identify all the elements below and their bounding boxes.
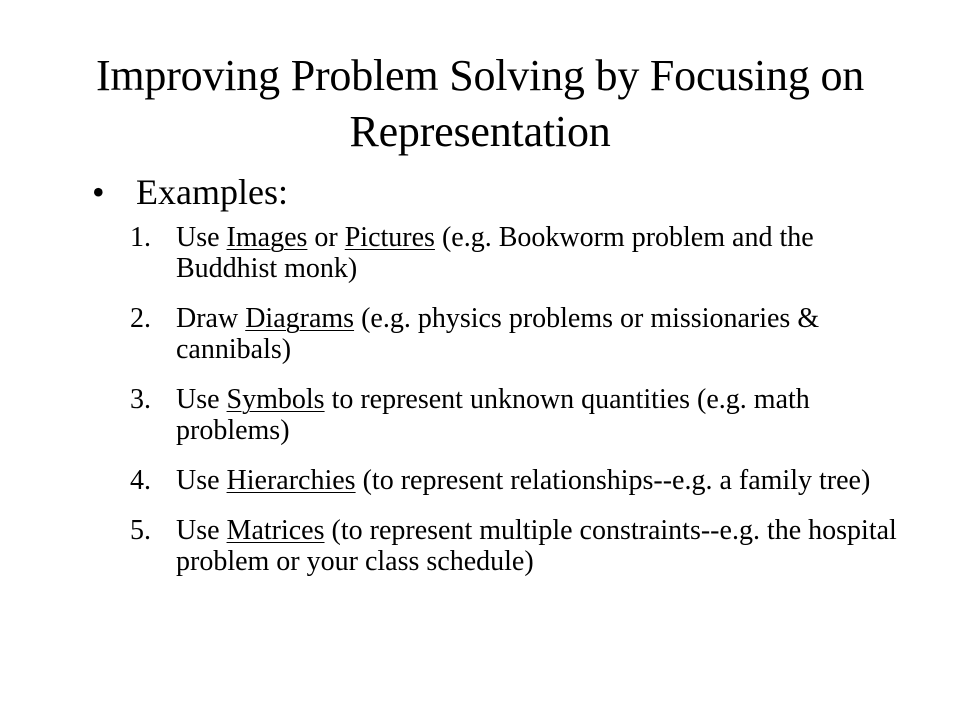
item-text-post: (to represent relationships--e.g. a family tree) bbox=[355, 465, 871, 496]
slide-title: Improving Problem Solving by Focusing on Representation bbox=[95, 51, 865, 156]
item-text-post: (e.g. physics problems or missionaries & cannibals) bbox=[176, 303, 820, 365]
item-text-post: (e.g. Bookworm problem and the Buddhist monk) bbox=[176, 222, 814, 284]
list-item-2 bbox=[130, 303, 900, 365]
underlined-term-images: Images bbox=[226, 222, 308, 253]
item-number: 3. bbox=[130, 384, 151, 415]
bullet-text: Examples: bbox=[136, 172, 288, 212]
list-item-5 bbox=[130, 515, 900, 577]
bullet-examples bbox=[92, 170, 288, 214]
underlined-term-matrices: Matrices bbox=[226, 515, 325, 546]
item-text bbox=[176, 303, 900, 365]
underlined-term-diagrams: Diagrams bbox=[245, 303, 355, 334]
item-text bbox=[176, 515, 900, 577]
list-item-3 bbox=[130, 384, 900, 446]
item-text-pre: Use bbox=[176, 384, 227, 415]
item-text-pre: Use bbox=[176, 465, 227, 496]
underlined-term-pictures: Pictures bbox=[344, 222, 435, 253]
item-text bbox=[176, 465, 900, 496]
item-text bbox=[176, 384, 900, 446]
underlined-term-hierarchies: Hierarchies bbox=[226, 465, 356, 496]
examples-list bbox=[130, 222, 900, 596]
item-number: 2. bbox=[130, 303, 151, 334]
item-text-pre: Draw bbox=[176, 303, 246, 334]
item-number: 4. bbox=[130, 465, 151, 496]
item-number: 1. bbox=[130, 222, 151, 253]
item-number: 5. bbox=[130, 515, 151, 546]
item-text-post: to represent unknown quantities (e.g. math problems) bbox=[176, 384, 810, 446]
bullet-dot: • bbox=[92, 172, 105, 212]
list-item-4 bbox=[130, 465, 900, 496]
item-text-mid: or bbox=[307, 222, 345, 253]
item-text-pre: Use bbox=[176, 515, 227, 546]
item-text-post: (to represent multiple constraints--e.g. the hospital problem or your class schedule) bbox=[176, 515, 897, 577]
item-text bbox=[176, 222, 900, 284]
list-item-1 bbox=[130, 222, 900, 284]
underlined-term-symbols: Symbols bbox=[226, 384, 325, 415]
item-text-pre: Use bbox=[176, 222, 227, 253]
